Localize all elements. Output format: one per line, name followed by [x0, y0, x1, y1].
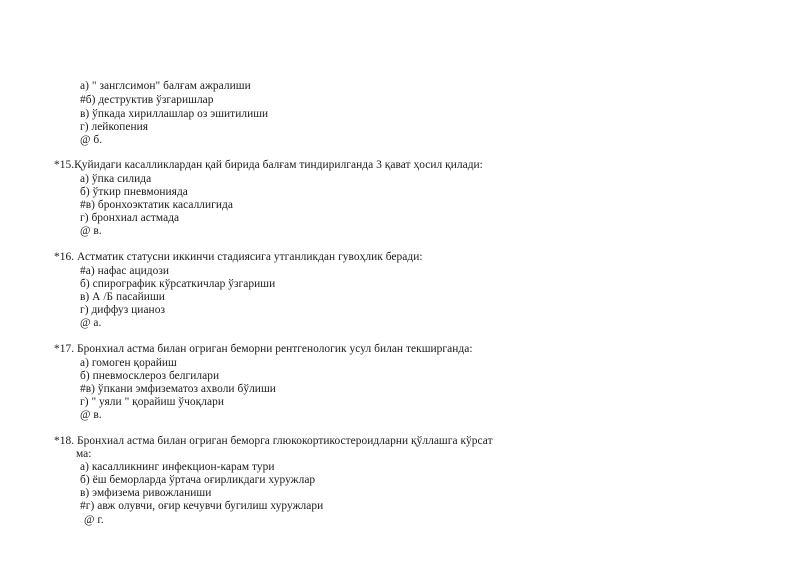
- option-b: б) ўткир пневмонияда: [80, 186, 188, 198]
- option-d: г) бронхиал астмада: [80, 212, 180, 224]
- option-a: а) гомоген қорайиш: [80, 357, 177, 369]
- option-d: г) " уяли " қорайиш ўчоқлари: [80, 396, 224, 408]
- answer-key: @ в.: [80, 225, 102, 237]
- question-16-stem: *16. Астматик статусни иккинчи стадиясига утганликдан гувоҳлик беради:: [54, 251, 423, 263]
- question-15-stem: *15.Қуйидаги касалликлардан қай бирида балғам тиндирилганда 3 қават ҳосил қилади:: [54, 159, 483, 171]
- answer-key: @ г.: [84, 514, 104, 526]
- option-c: #в) бронхоэктатик касаллигида: [80, 199, 233, 211]
- answer-key: @ а.: [80, 317, 102, 329]
- answer-key: @ в.: [80, 409, 102, 421]
- question-17-stem: *17. Бронхиал астма билан огриган беморни рентгенологик усул билан текширганда:: [54, 343, 473, 355]
- option-c: #в) ўпкани эмфизематоз ахволи бўлиши: [80, 383, 276, 395]
- option-a: а) касалликнинг инфекцион-карам тури: [80, 461, 275, 473]
- option-c: в) ўпкада хириллашлар оз эшитилиши: [80, 108, 269, 120]
- option-d: г) лейкопения: [80, 121, 149, 133]
- option-b: б) пневмосклероз белгилари: [80, 370, 220, 382]
- option-a: #а) нафас ацидози: [80, 265, 170, 277]
- question-18-stem-continuation: ма:: [76, 448, 92, 460]
- option-a: а) ўпка силида: [80, 173, 152, 185]
- option-c: в) А /Б пасайиши: [80, 291, 165, 303]
- option-b: б) ёш беморларда ўртача оғирликдаги хуружлар: [80, 474, 316, 486]
- option-b: б) спирографик кўрсаткичлар ўзгариши: [80, 278, 276, 290]
- option-d: г) диффуз цианоз: [80, 304, 165, 316]
- answer-key: @ б.: [80, 134, 103, 146]
- option-d: #г) авж олувчи, оғир кечувчи бугилиш хуружлари: [80, 500, 324, 512]
- option-b: #б) деструктив ўзгаришлар: [80, 94, 214, 106]
- option-c: в) эмфизема ривожланиши: [80, 487, 212, 499]
- option-a: а) " занглсимон" балғам ажралиши: [80, 80, 251, 92]
- question-18-stem: *18. Бронхиал астма билан огриган беморга глюкокортикостероидларни қўллашга кўрсат: [54, 435, 493, 447]
